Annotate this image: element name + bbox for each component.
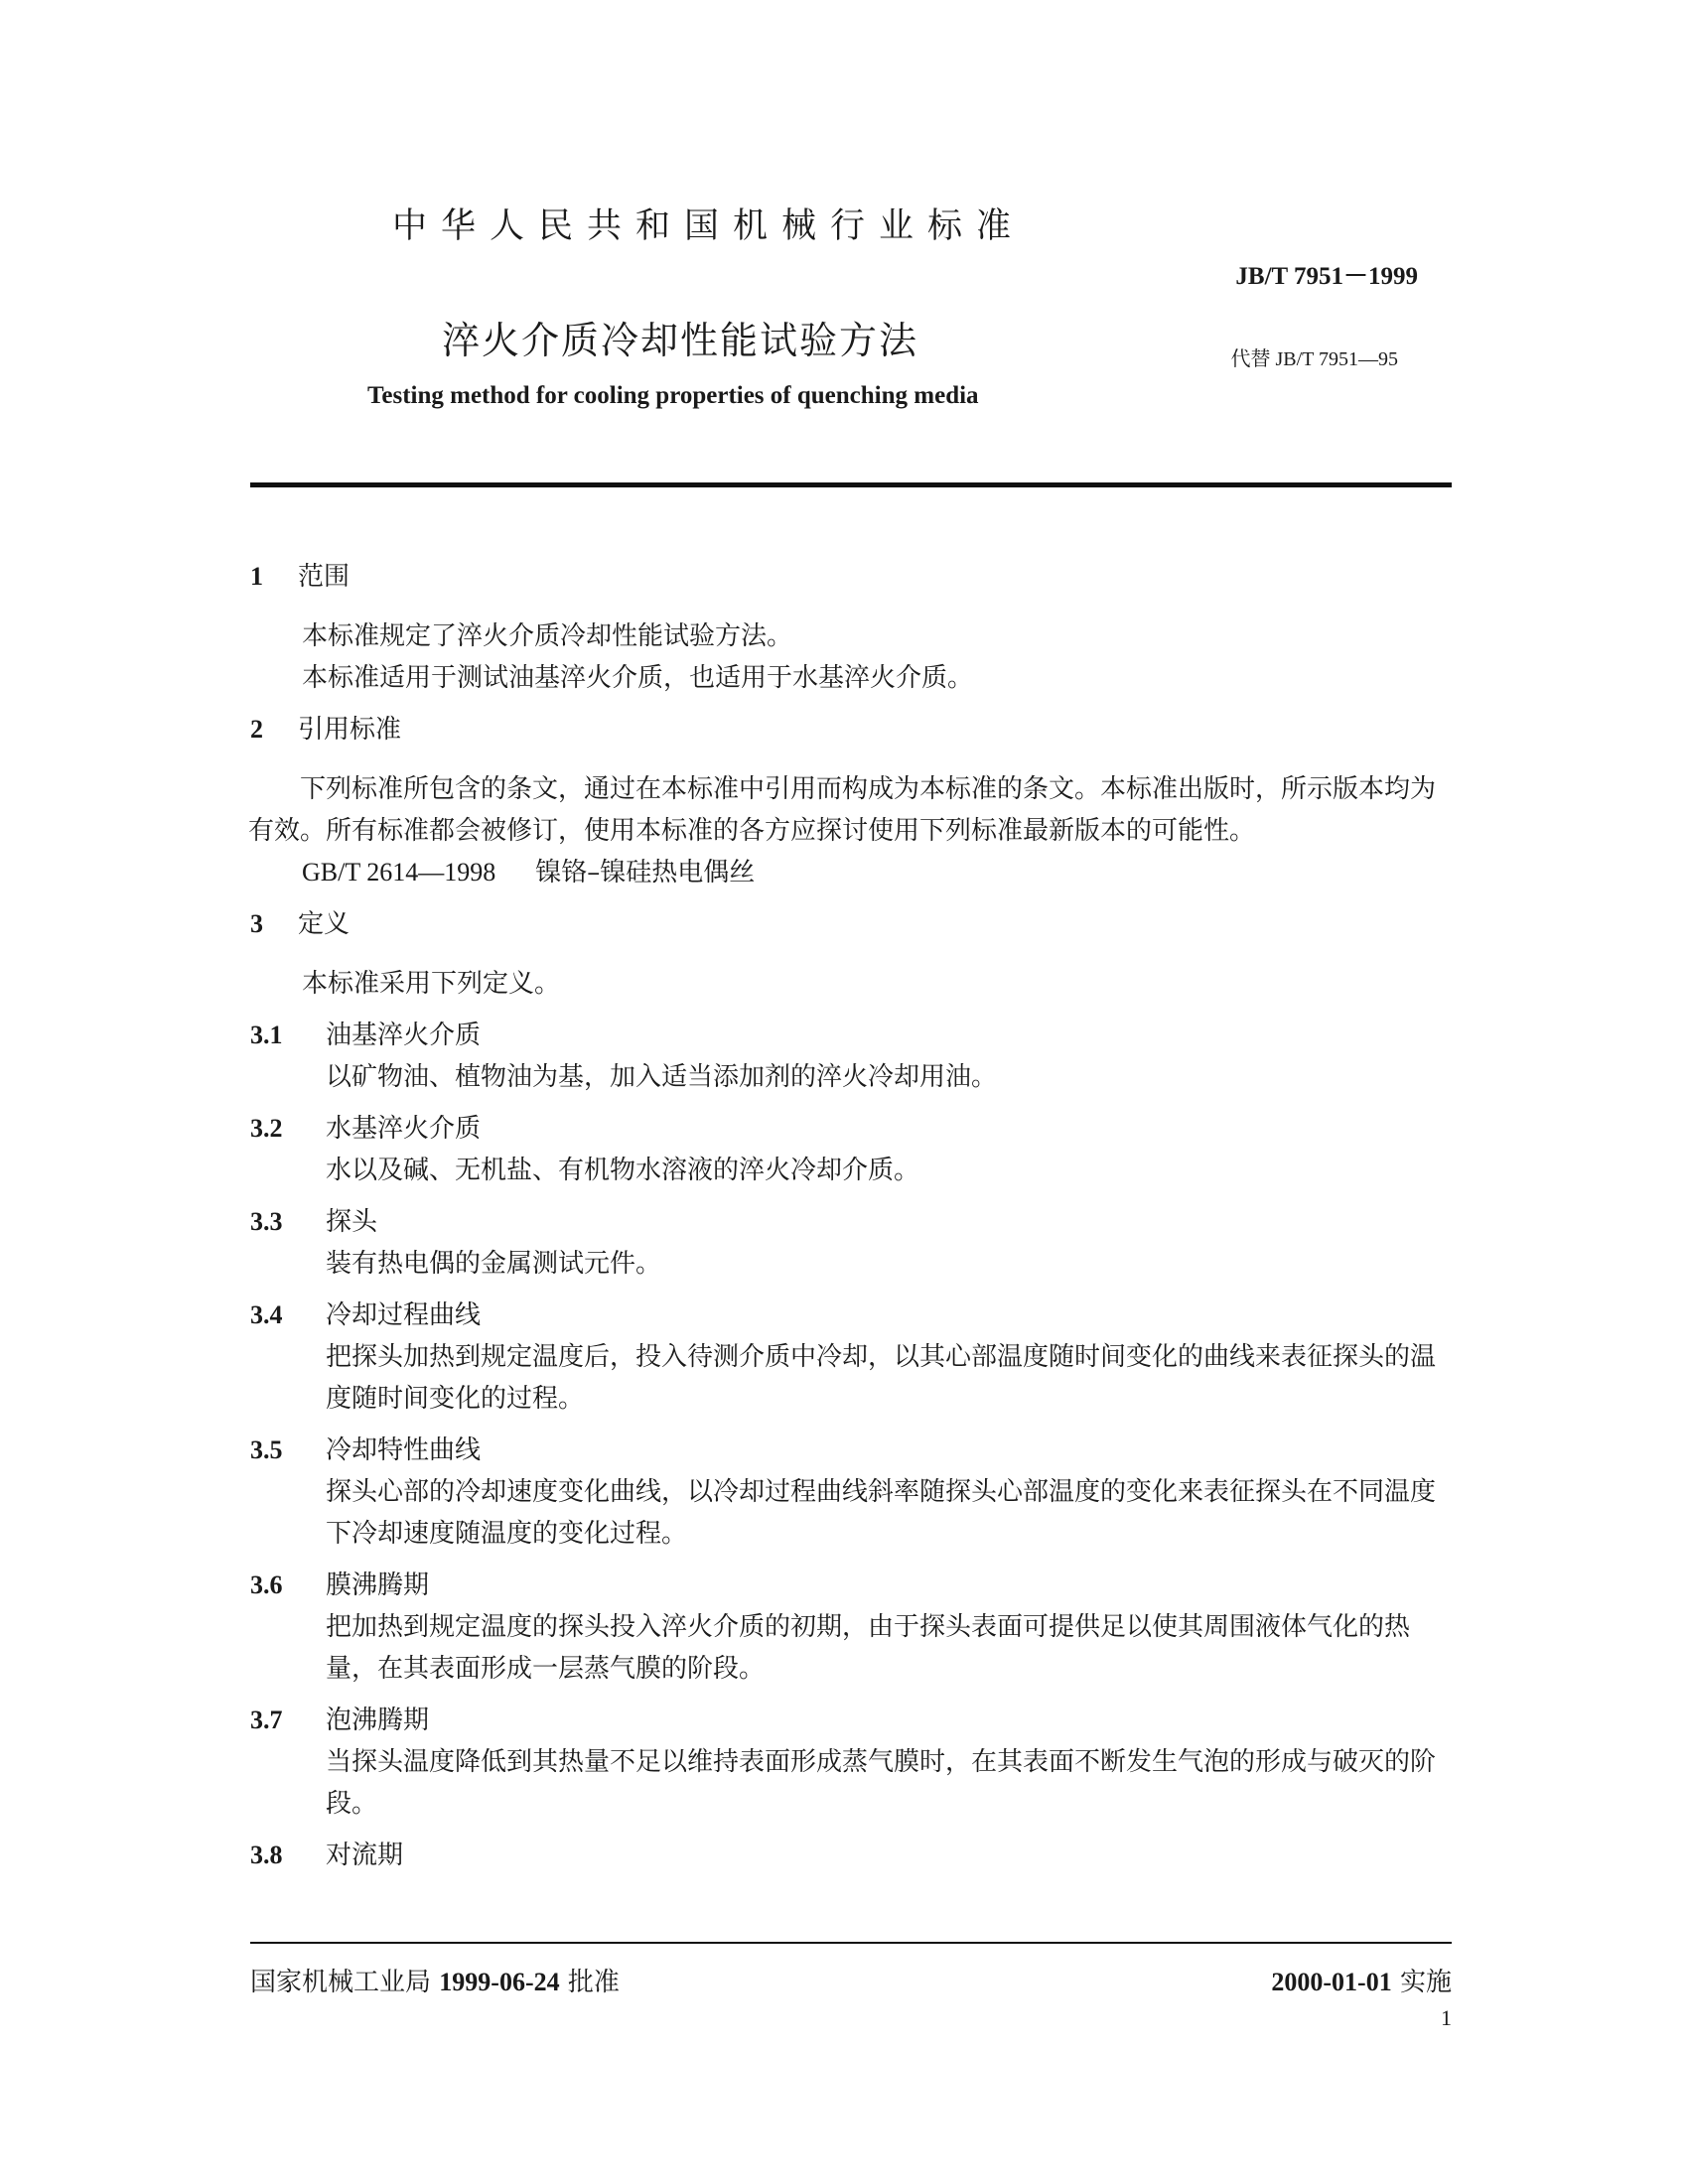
paragraph: 本标准采用下列定义。 bbox=[302, 969, 561, 999]
document-body bbox=[250, 556, 1452, 1876]
definition-number: 3.3 bbox=[250, 1207, 283, 1236]
definition-term: 冷却过程曲线 bbox=[326, 1300, 482, 1330]
header-divider bbox=[250, 482, 1452, 487]
definition-term: 对流期 bbox=[326, 1841, 404, 1870]
definition-heading bbox=[250, 1835, 1452, 1876]
definition-text: 以矿物油、植物油为基，加入适当添加剂的淬火冷却用油。 bbox=[326, 1062, 998, 1092]
definition-number: 3.4 bbox=[250, 1300, 283, 1329]
definition-term: 探头 bbox=[326, 1207, 378, 1237]
reference-title: 镍铬–镍硅热电偶丝 bbox=[535, 858, 756, 887]
section-title: 定义 bbox=[298, 909, 351, 939]
paragraph: 本标准适用于测试油基淬火介质，也适用于水基淬火介质。 bbox=[302, 663, 974, 693]
definition-text: 把探头加热到规定温度后，投入待测介质中冷却，以其心部温度随时间变化的曲线来表征探头的温度随时间变化的过程。 bbox=[326, 1342, 1437, 1414]
definition-text: 当探头温度降低到其热量不足以维持表面形成蒸气膜时，在其表面不断发生气泡的形成与破灭的阶段。 bbox=[326, 1747, 1437, 1819]
definition-heading bbox=[250, 1108, 1452, 1150]
definition-heading bbox=[250, 1295, 1452, 1336]
section-heading-1 bbox=[250, 556, 1452, 598]
page-number: 1 bbox=[1441, 2005, 1452, 2030]
definition-text: 装有热电偶的金属测试元件。 bbox=[326, 1249, 662, 1279]
definition-heading bbox=[250, 1565, 1452, 1606]
definition-number: 3.7 bbox=[250, 1706, 283, 1734]
section-number: 3 bbox=[250, 909, 263, 938]
definition-term: 水基淬火介质 bbox=[326, 1114, 482, 1144]
definition-number: 3.2 bbox=[250, 1114, 283, 1143]
definition-heading bbox=[250, 1700, 1452, 1741]
section-heading-3 bbox=[250, 903, 1452, 945]
section-number: 1 bbox=[250, 562, 263, 591]
effective-date: 2000-01-01 bbox=[1271, 1968, 1392, 1996]
section-title: 引用标准 bbox=[298, 715, 402, 745]
document-title-cn: 淬火介质冷却性能试验方法 bbox=[442, 319, 919, 362]
approval-line bbox=[250, 1962, 620, 1998]
effective-line bbox=[1271, 1962, 1452, 1998]
footer-divider bbox=[250, 1942, 1452, 1944]
paragraph: 下列标准所包含的条文，通过在本标准中引用而构成为本标准的条文。本标准出版时，所示版本均为有效。所有标准都会被修订，使用本标准的各方应探讨使用下列标准最新版本的可能性。 bbox=[248, 774, 1437, 846]
reference-code: GB/T 2614—1998 bbox=[302, 858, 496, 887]
approve-label: 批准 bbox=[567, 1968, 620, 1997]
definition-number: 3.6 bbox=[250, 1570, 283, 1599]
effective-label: 实施 bbox=[1399, 1968, 1452, 1997]
definition-heading bbox=[250, 1430, 1452, 1471]
definition-term: 冷却特性曲线 bbox=[326, 1435, 482, 1465]
section-title: 范围 bbox=[298, 562, 351, 592]
definition-heading bbox=[250, 1201, 1452, 1243]
section-heading-2 bbox=[250, 709, 1452, 751]
section-number: 2 bbox=[250, 715, 263, 744]
definition-text: 探头心部的冷却速度变化曲线，以冷却过程曲线斜率随探头心部温度的变化来表征探头在不同温度下冷却速度随温度的变化过程。 bbox=[326, 1477, 1437, 1549]
definition-term: 泡沸腾期 bbox=[326, 1706, 430, 1735]
replaces-note: 代替 JB/T 7951—95 bbox=[1230, 348, 1398, 370]
definition-number: 3.5 bbox=[250, 1435, 283, 1464]
approve-date: 1999-06-24 bbox=[439, 1968, 560, 1996]
approver: 国家机械工业局 bbox=[250, 1968, 432, 1997]
issuing-organization: 中华人民共和国机械行业标准 bbox=[392, 206, 1026, 246]
standard-code: JB/T 7951－1999 bbox=[1235, 263, 1418, 290]
definition-heading bbox=[250, 1015, 1452, 1056]
definition-term: 油基淬火介质 bbox=[326, 1021, 482, 1050]
reference-entry bbox=[250, 852, 1452, 893]
document-title-en: Testing method for cooling properties of quenching media bbox=[367, 382, 979, 409]
definition-text: 把加热到规定温度的探头投入淬火介质的初期，由于探头表面可提供足以使其周围液体气化的热量，在其表面形成一层蒸气膜的阶段。 bbox=[326, 1612, 1411, 1684]
definition-number: 3.8 bbox=[250, 1841, 283, 1869]
definition-text: 水以及碱、无机盐、有机物水溶液的淬火冷却介质。 bbox=[326, 1156, 920, 1185]
paragraph: 本标准规定了淬火介质冷却性能试验方法。 bbox=[302, 621, 793, 651]
definition-number: 3.1 bbox=[250, 1021, 283, 1049]
definition-term: 膜沸腾期 bbox=[326, 1570, 430, 1600]
